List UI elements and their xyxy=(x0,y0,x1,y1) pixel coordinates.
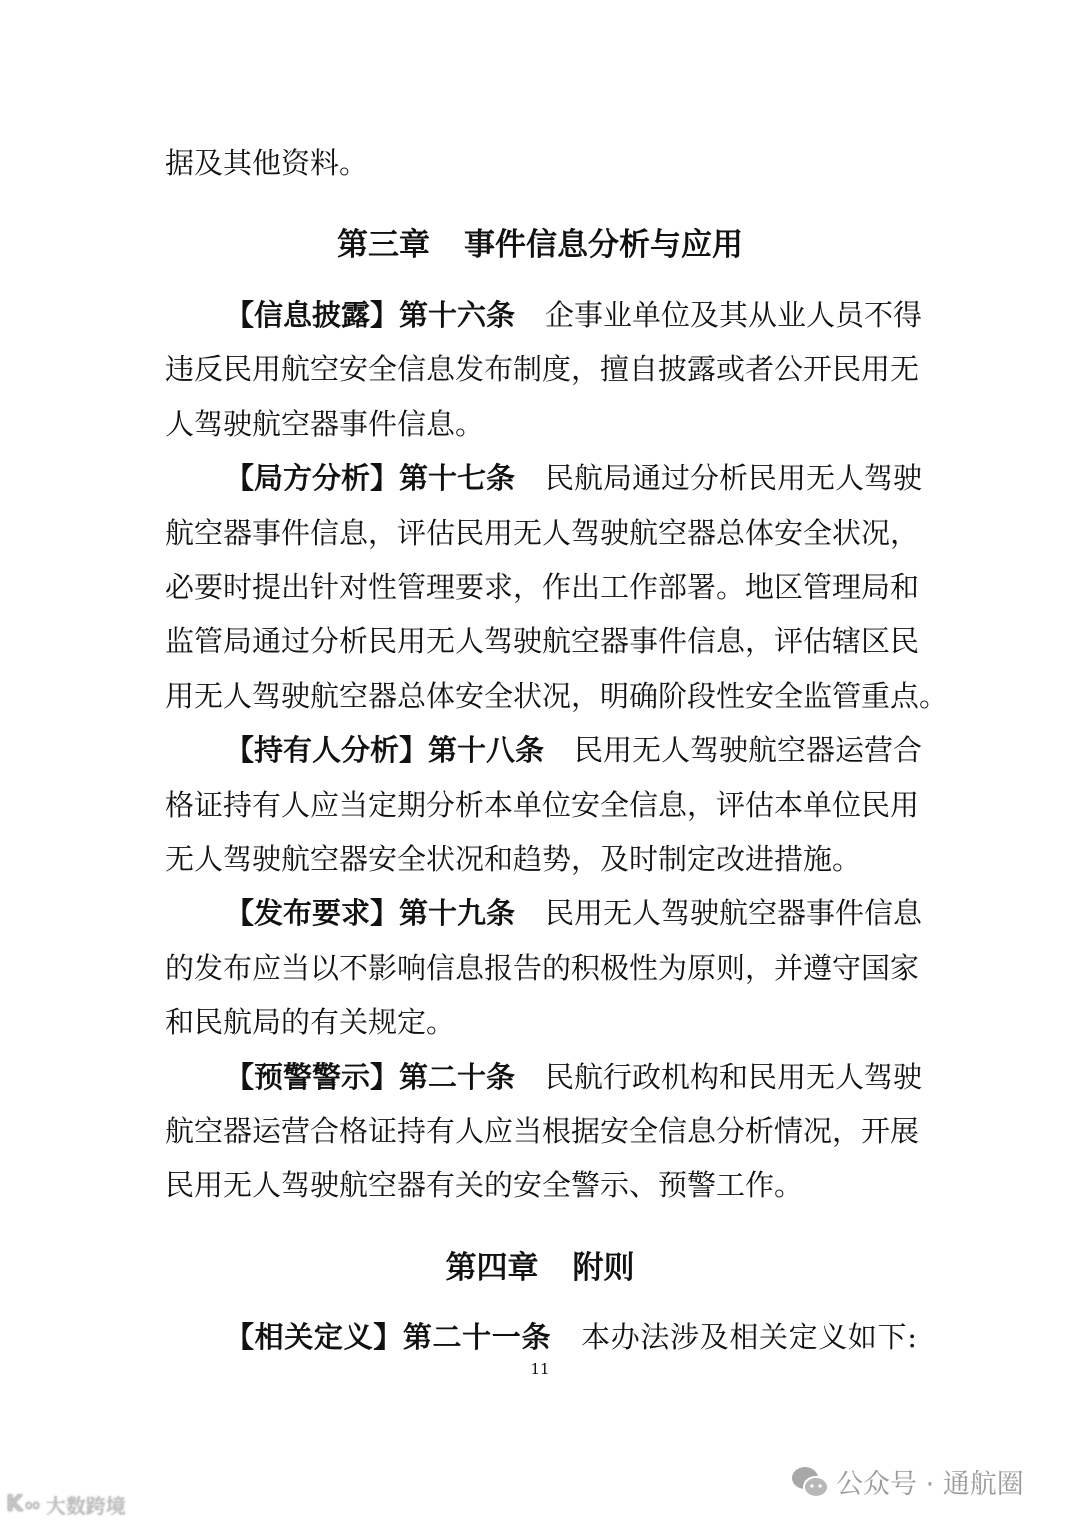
article-text: 本办法涉及相关定义如下: xyxy=(581,1320,917,1354)
article-label: 【局方分析】 xyxy=(225,461,400,496)
article-label: 【发布要求】 xyxy=(225,896,400,931)
article-line: 监管局通过分析民用无人驾驶航空器事件信息，评估辖区民 xyxy=(165,624,920,659)
article-line: 无人驾驶航空器安全状况和趋势，及时制定改进措施。 xyxy=(165,842,862,876)
article-line: 人驾驶航空器事件信息。 xyxy=(165,406,485,441)
article-text: 企事业单位及其从业人员不得 xyxy=(545,298,923,332)
article-number: 第十九条 xyxy=(399,896,516,931)
watermark-text: 大数跨境 xyxy=(45,1494,126,1518)
article-first-line xyxy=(165,451,923,505)
article-first-line xyxy=(165,723,923,777)
article-number: 第二十一条 xyxy=(402,1320,552,1354)
article-line: 航空器运营合格证持有人应当根据安全信息分析情况，开展 xyxy=(165,1114,920,1148)
article-line: 用无人驾驶航空器总体安全状况，明确阶段性安全监管重点。 xyxy=(165,678,949,713)
article-line: 格证持有人应当定期分析本单位安全信息，评估本单位民用 xyxy=(165,787,920,822)
article-text: 民航局通过分析民用无人驾驶 xyxy=(545,461,923,496)
wechat-watermark xyxy=(790,1462,1024,1501)
article-label: 【相关定义】 xyxy=(225,1320,403,1354)
article-first-line xyxy=(165,886,923,940)
article-text: 民航行政机构和民用无人驾驶 xyxy=(545,1059,923,1094)
article-first-line xyxy=(165,1050,923,1104)
chapter-title: 事件信息分析与应用 xyxy=(464,227,743,263)
article-number: 第十八条 xyxy=(428,733,545,768)
watermark-logo: K xyxy=(6,1492,24,1517)
article-line: 违反民用航空安全信息发布制度，擅自披露或者公开民用无 xyxy=(165,352,920,387)
wechat-icon xyxy=(790,1464,830,1500)
chapter-number: 第三章 xyxy=(337,227,430,263)
article-number: 第十六条 xyxy=(399,298,516,332)
article-number: 第十七条 xyxy=(399,461,516,496)
article-text: 民用无人驾驶航空器事件信息 xyxy=(545,896,923,931)
article-label: 【持有人分析】 xyxy=(225,733,429,768)
article-line: 民用无人驾驶航空器有关的安全警示、预警工作。 xyxy=(165,1168,804,1203)
article-21 xyxy=(165,1310,917,1364)
article-first-line xyxy=(165,288,923,342)
article-text: 民用无人驾驶航空器运营合 xyxy=(574,733,923,768)
article-label: 【预警警示】 xyxy=(225,1059,400,1094)
article-line: 和民航局的有关规定。 xyxy=(165,1005,456,1040)
watermark-text: 公众号 · 通航圈 xyxy=(836,1469,1024,1500)
paragraph-continuation: 据及其他资料。 xyxy=(165,146,369,180)
chapter-heading-4 xyxy=(0,1241,1080,1295)
article-line: 航空器事件信息，评估民用无人驾驶航空器总体安全状况， xyxy=(165,515,920,550)
source-watermark xyxy=(6,1490,126,1519)
article-number: 第二十条 xyxy=(399,1059,516,1094)
chapter-number: 第四章 xyxy=(445,1250,539,1286)
watermark-logo-circles: oo xyxy=(25,1497,40,1512)
article-line: 的发布应当以不影响信息报告的积极性为原则，并遵守国家 xyxy=(165,950,920,985)
page-number: 11 xyxy=(530,1360,550,1378)
chapter-title: 附则 xyxy=(572,1250,635,1286)
article-label: 【信息披露】 xyxy=(225,298,400,332)
article-line: 必要时提出针对性管理要求，作出工作部署。地区管理局和 xyxy=(165,570,920,604)
chapter-heading-3 xyxy=(0,218,1080,272)
